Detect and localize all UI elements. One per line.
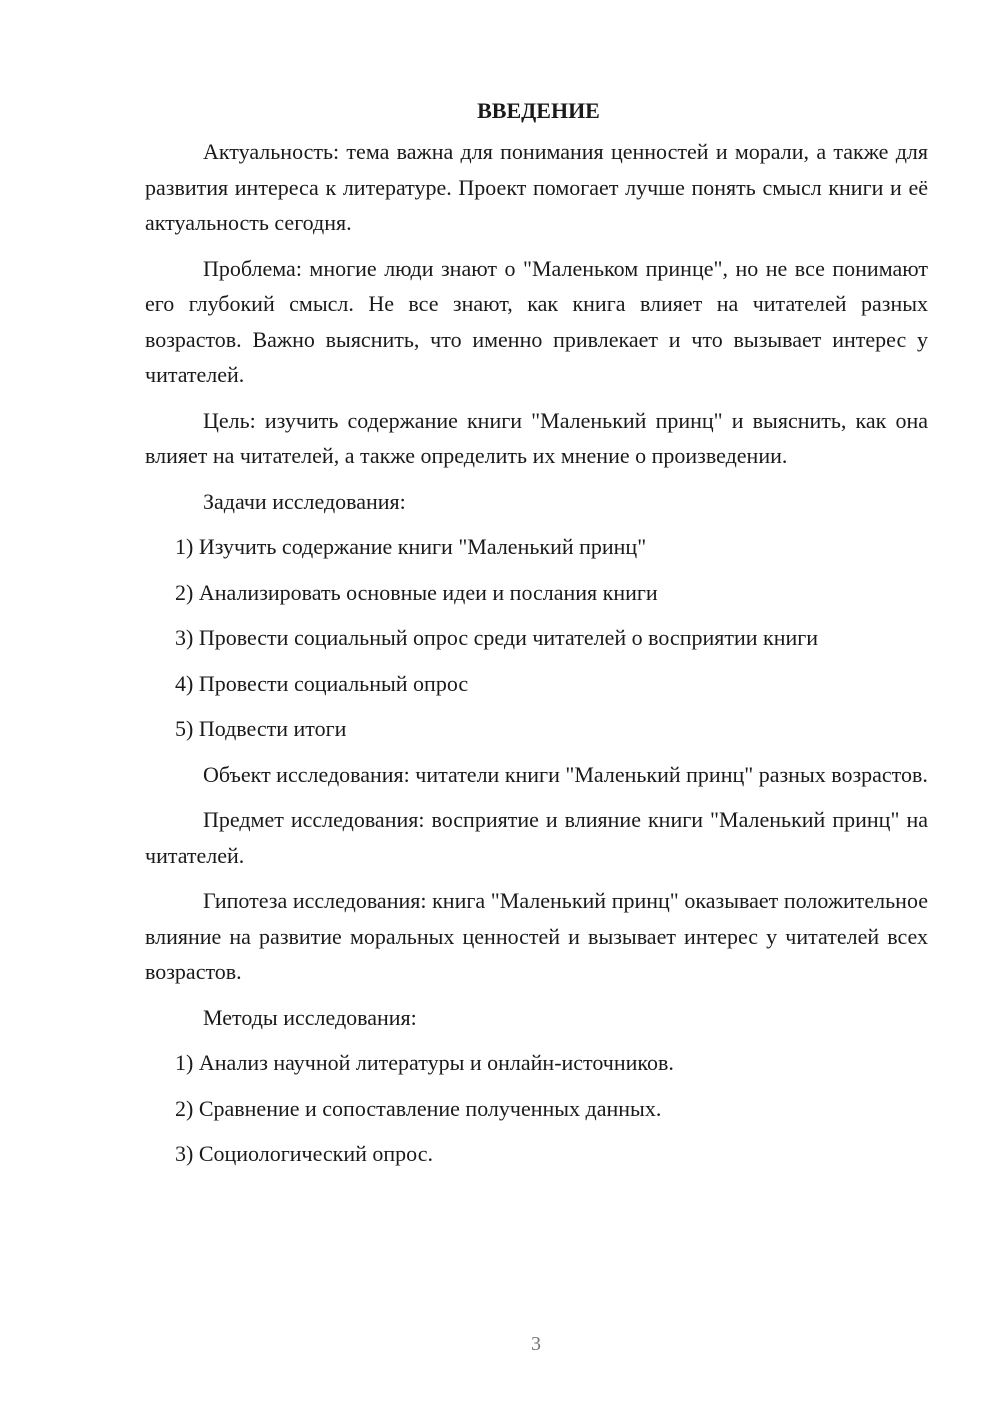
method-item: 2) Сравнение и сопоставление полученных данных. (175, 1095, 662, 1121)
page-number: 3 (531, 1333, 541, 1355)
hypothesis-paragraph: Гипотеза исследования: книга "Маленький принц" оказывает положительное влияние на развитие моральных ценностей и вызывает интерес у читателей всех возрастов. (145, 888, 928, 984)
problem-paragraph: Проблема: многие люди знают о "Маленьком принце", но не все понимают его глубокий смысл. Не все знают, как книга влияет на читателей разных возрастов. Важно выяснить, что именно привлекает и что вызывает интерес у читателей. (145, 255, 928, 387)
method-item: 3) Социологический опрос. (175, 1141, 433, 1166)
methods-title: Методы исследования: (203, 1004, 417, 1030)
task-item: 3) Провести социальный опрос среди читателей о восприятии книги (175, 625, 819, 650)
document-page (145, 96, 928, 1182)
relevance-paragraph: Актуальность: тема важна для понимания ценностей и морали, а также для развития интереса к литературе. Проект помогает лучше понять смысл книги и её актуальность сегодня. (145, 139, 928, 235)
task-item: 1) Изучить содержание книги "Маленький принц" (175, 534, 647, 559)
page-title: ВВЕДЕНИЕ (477, 98, 600, 123)
object-paragraph: Объект исследования: читатели книги "Маленький принц" разных возрастов. (203, 761, 928, 787)
goal-paragraph: Цель: изучить содержание книги "Маленький принц" и выяснить, как она влияет на читателей, а также определить их мнение о произведении. (145, 407, 928, 468)
task-item: 2) Анализировать основные идеи и послания книги (175, 579, 658, 605)
task-item: 4) Провести социальный опрос (175, 670, 469, 696)
tasks-title: Задачи исследования: (203, 488, 406, 514)
method-item: 1) Анализ научной литературы и онлайн-источников. (175, 1050, 674, 1075)
subject-paragraph: Предмет исследования: восприятие и влияние книги "Маленький принц" на читателей. (145, 807, 928, 868)
task-item: 5) Подвести итоги (175, 716, 347, 741)
